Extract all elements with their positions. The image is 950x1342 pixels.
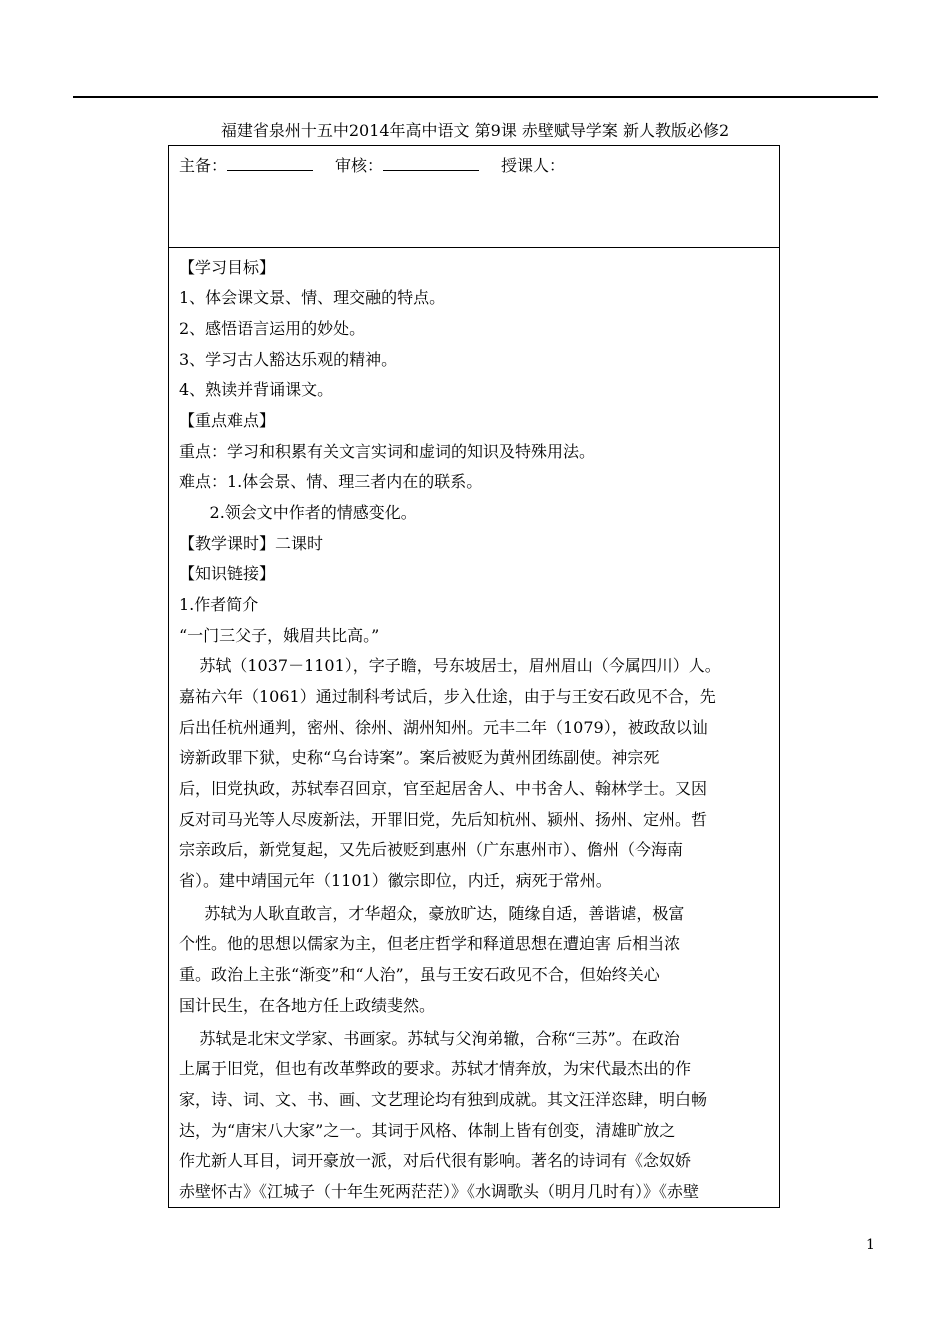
paragraph-line: 重。政治上主张“渐变”和“人治”，虽与王安石政见不合，但始终关心 <box>179 965 660 984</box>
objective-1: 1、体会课文景、情、理交融的特点。 <box>179 288 446 307</box>
reviewer-blank <box>383 156 479 171</box>
paragraph-line: 作尤新人耳目，词开豪放一派，对后代很有影响。著名的诗词有《念奴娇 <box>179 1151 692 1170</box>
paragraph-line: 上属于旧党，但也有改革弊政的要求。苏轼才情奔放，为宋代最杰出的作 <box>179 1059 692 1078</box>
paragraph-line: 后，旧党执政，苏轼奉召回京，官至起居舍人、中书舍人、翰林学士。又因 <box>179 779 708 798</box>
preparer-blank <box>227 156 313 171</box>
difficulty-2: 2.领会文中作者的情感变化。 <box>179 503 417 522</box>
paragraph-line: 苏轼为人耿直敢言，才华超众，豪放旷达，随缘自适，善谐谑，极富 <box>179 904 685 923</box>
heading-key-points: 【重点难点】 <box>179 411 276 430</box>
header-line <box>179 153 565 176</box>
objective-4: 4、熟读并背诵课文。 <box>179 380 334 399</box>
paragraph-line: 宗亲政后，新党复起，又先后被贬到惠州（广东惠州市）、儋州（今海南 <box>179 840 684 859</box>
paragraph-line: 赤壁怀古》《江城子（十年生死两茫茫）》《水调歌头（明月几时有）》《赤壁 <box>179 1182 700 1201</box>
paragraph-line: 个性。他的思想以儒家为主，但老庄哲学和释道思想在遭迫害 后相当浓 <box>179 934 681 953</box>
paragraph-line: 达，为“唐宋八大家”之一。其词于风格、体制上皆有创变，清雄旷放之 <box>179 1121 676 1140</box>
paragraph-line: 省）。建中靖国元年（1101）徽宗即位，内迁，病死于常州。 <box>179 871 612 890</box>
preparer-label: 主备： <box>179 156 228 175</box>
lesson-table <box>168 145 780 1208</box>
heading-class-hours: 【教学课时】二课时 <box>179 534 324 553</box>
document-title: 福建省泉州十五中2014年高中语文 第9课 赤壁赋导学案 新人教版必修2 <box>220 121 730 140</box>
header-cell <box>169 146 779 248</box>
difficulty-1: 难点：1.体会景、情、理三者内在的联系。 <box>179 472 483 491</box>
top-rule <box>73 96 878 98</box>
teacher-label: 授课人： <box>501 156 566 175</box>
paragraph-line: 谤新政罪下狱，史称“乌台诗案”。案后被贬为黄州团练副使。神宗死 <box>179 748 660 767</box>
paragraph-line: 嘉祐六年（1061）通过制科考试后，步入仕途，由于与王安石政见不合，先 <box>179 687 716 706</box>
paragraph-line: 苏轼（1037－1101），字子瞻，号东坡居士，眉州眉山（今属四川）人。 <box>179 656 721 675</box>
page-number: 1 <box>866 1237 875 1253</box>
key-point: 重点：学习和积累有关文言实词和虚词的知识及特殊用法。 <box>179 442 596 461</box>
heading-knowledge-link: 【知识链接】 <box>179 564 276 583</box>
reviewer-label: 审核： <box>335 156 384 175</box>
paragraph-line: 家，诗、词、文、书、画、文艺理论均有独到成就。其文汪洋恣肆，明白畅 <box>179 1090 708 1109</box>
paragraph-line: 后出任杭州通判，密州、徐州、湖州知州。元丰二年（1079），被政敌以讪 <box>179 718 708 737</box>
quote-line: “一门三父子，娥眉共比高。” <box>179 626 380 645</box>
heading-objectives: 【学习目标】 <box>179 258 276 277</box>
paragraph-line: 国计民生，在各地方任上政绩斐然。 <box>179 996 436 1015</box>
author-intro-heading: 1.作者简介 <box>179 595 259 614</box>
objective-3: 3、学习古人豁达乐观的精神。 <box>179 350 398 369</box>
objective-2: 2、感悟语言运用的妙处。 <box>179 319 366 338</box>
paragraph-line: 苏轼是北宋文学家、书画家。苏轼与父洵弟辙，合称“三苏”。在政治 <box>179 1029 680 1048</box>
paragraph-line: 反对司马光等人尽废新法，开罪旧党，先后知杭州、颍州、扬州、定州。哲 <box>179 810 708 829</box>
